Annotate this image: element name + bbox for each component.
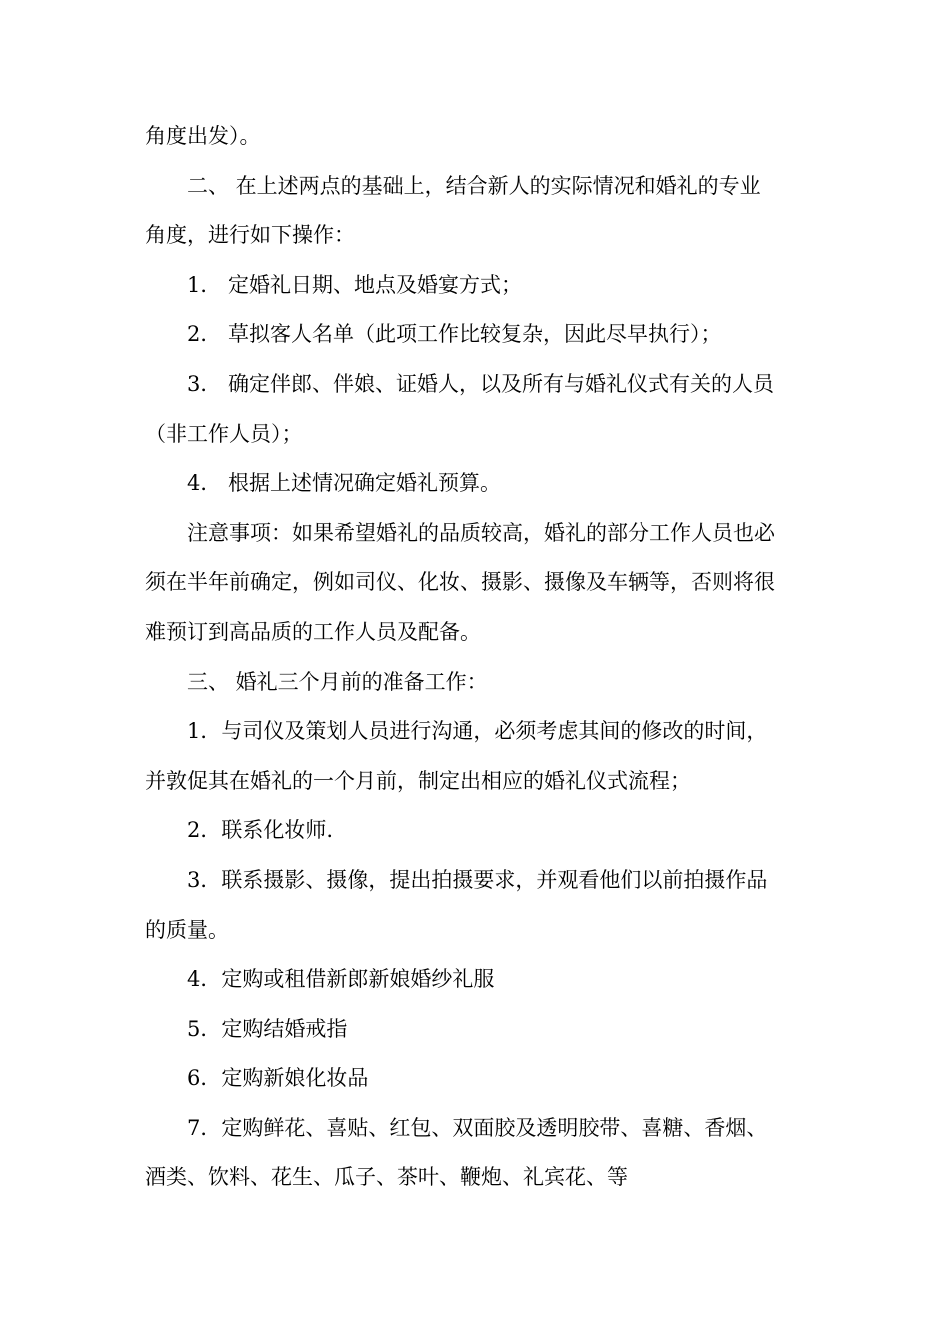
note-paragraph: 注意事项：如果希望婚礼的品质较高，婚礼的部分工作人员也必 (187, 520, 775, 545)
text-line: 并敦促其在婚礼的一个月前，制定出相应的婚礼仪式流程； (145, 768, 691, 793)
text-line: 角度，进行如下操作： (145, 223, 355, 248)
list-item: 5．定购结婚戒指 (187, 1016, 348, 1041)
list-item: 1． 定婚礼日期、地点及婚宴方式； (187, 272, 523, 297)
text-line: 角度出发）。 (145, 124, 261, 148)
text-line: （非工作人员）； (145, 421, 303, 446)
list-item: 2． 草拟客人名单（此项工作比较复杂，因此尽早执行）； (187, 322, 722, 347)
list-item: 3． 确定伴郎、伴娘、证婚人，以及所有与婚礼仪式有关的人员 (187, 371, 775, 396)
list-item: 3．联系摄影、摄像，提出拍摄要求，并观看他们以前拍摄作品 (187, 867, 768, 892)
text-line: 的质量。 (145, 917, 229, 942)
section-heading-2: 二、 在上述两点的基础上，结合新人的实际情况和婚礼的专业 (187, 173, 761, 198)
list-item: 7．定购鲜花、喜贴、红包、双面胶及透明胶带、喜糖、香烟、 (187, 1115, 768, 1140)
document-body (145, 112, 810, 1203)
section-heading-3: 三、 婚礼三个月前的准备工作： (187, 669, 488, 694)
text-line: 须在半年前确定，例如司仪、化妆、摄影、摄像及车辆等，否则将很 (145, 570, 775, 595)
list-item: 4． 根据上述情况确定婚礼预算。 (187, 471, 502, 496)
list-item: 1．与司仪及策划人员进行沟通，必须考虑其间的修改的时间， (187, 719, 768, 744)
list-item: 6．定购新娘化妆品 (187, 1066, 369, 1091)
text-line: 酒类、饮料、花生、瓜子、茶叶、鞭炮、礼宾花、等 (145, 1165, 628, 1190)
list-item: 2．联系化妆师. (187, 818, 334, 843)
text-line: 难预订到高品质的工作人员及配备。 (145, 619, 481, 644)
list-item: 4．定购或租借新郎新娘婚纱礼服 (187, 967, 495, 992)
